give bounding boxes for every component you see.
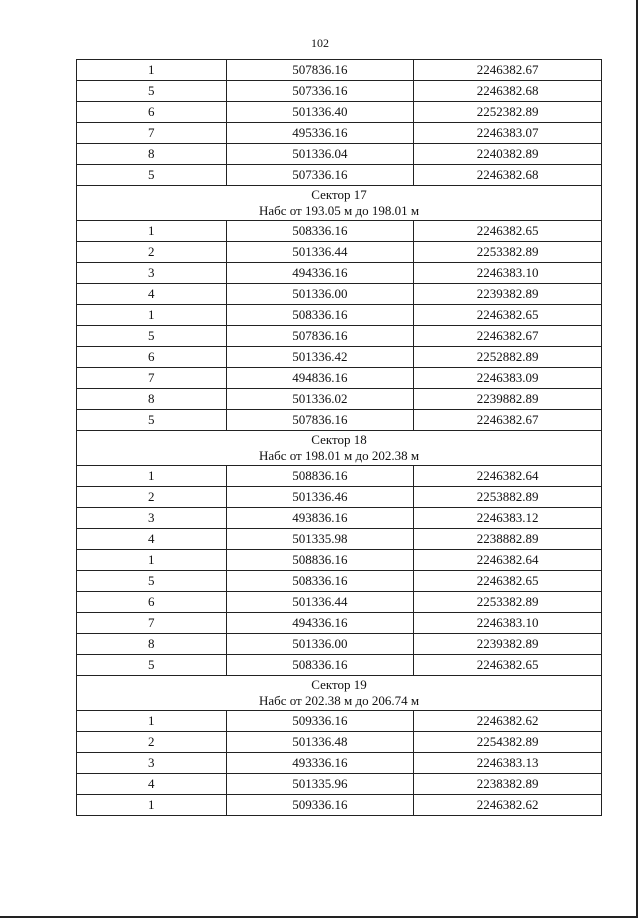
x-coordinate: 501335.98 [226,529,414,550]
y-coordinate: 2246383.10 [414,263,602,284]
point-number: 8 [77,634,227,655]
table-row [77,508,602,529]
point-number: 5 [77,326,227,347]
point-number: 7 [77,123,227,144]
x-coordinate: 493336.16 [226,753,414,774]
sector-header [77,431,602,466]
point-number: 4 [77,774,227,795]
y-coordinate: 2246382.68 [414,81,602,102]
x-coordinate: 501336.40 [226,102,414,123]
x-coordinate: 507336.16 [226,165,414,186]
point-number: 5 [77,165,227,186]
table-row [77,487,602,508]
x-coordinate: 508336.16 [226,655,414,676]
point-number: 5 [77,81,227,102]
y-coordinate: 2246382.64 [414,550,602,571]
point-number: 7 [77,613,227,634]
table-row [77,592,602,613]
table-row [77,165,602,186]
x-coordinate: 501335.96 [226,774,414,795]
y-coordinate: 2246382.65 [414,571,602,592]
x-coordinate: 507836.16 [226,410,414,431]
y-coordinate: 2253382.89 [414,592,602,613]
y-coordinate: 2239382.89 [414,634,602,655]
y-coordinate: 2252882.89 [414,347,602,368]
y-coordinate: 2238882.89 [414,529,602,550]
sector-header-row [77,186,602,221]
point-number: 1 [77,305,227,326]
y-coordinate: 2246382.65 [414,221,602,242]
coordinates-table-body [77,60,602,816]
point-number: 1 [77,795,227,816]
point-number: 3 [77,753,227,774]
x-coordinate: 508336.16 [226,221,414,242]
table-row [77,571,602,592]
y-coordinate: 2240382.89 [414,144,602,165]
y-coordinate: 2246383.10 [414,613,602,634]
x-coordinate: 501336.02 [226,389,414,410]
point-number: 5 [77,655,227,676]
x-coordinate: 493836.16 [226,508,414,529]
table-row [77,102,602,123]
sector-header [77,186,602,221]
point-number: 6 [77,592,227,613]
y-coordinate: 2246382.67 [414,60,602,81]
table-row [77,242,602,263]
y-coordinate: 2246383.13 [414,753,602,774]
point-number: 3 [77,263,227,284]
x-coordinate: 508336.16 [226,305,414,326]
sector-header-row [77,676,602,711]
sector-title: Сектор 19 [311,677,367,692]
table-row [77,732,602,753]
y-coordinate: 2252382.89 [414,102,602,123]
x-coordinate: 501336.48 [226,732,414,753]
y-coordinate: 2239882.89 [414,389,602,410]
point-number: 6 [77,102,227,123]
x-coordinate: 508836.16 [226,550,414,571]
x-coordinate: 501336.44 [226,592,414,613]
x-coordinate: 501336.42 [226,347,414,368]
table-row [77,410,602,431]
point-number: 7 [77,368,227,389]
table-row [77,305,602,326]
point-number: 5 [77,410,227,431]
y-coordinate: 2238382.89 [414,774,602,795]
x-coordinate: 509336.16 [226,795,414,816]
point-number: 4 [77,284,227,305]
x-coordinate: 509336.16 [226,711,414,732]
sector-title: Сектор 18 [311,432,367,447]
x-coordinate: 507336.16 [226,81,414,102]
x-coordinate: 494336.16 [226,263,414,284]
x-coordinate: 508336.16 [226,571,414,592]
table-row [77,795,602,816]
x-coordinate: 501336.04 [226,144,414,165]
table-row [77,368,602,389]
page-number: 102 [311,36,329,50]
x-coordinate: 494336.16 [226,613,414,634]
x-coordinate: 495336.16 [226,123,414,144]
table-row [77,221,602,242]
table-row [77,123,602,144]
x-coordinate: 501336.46 [226,487,414,508]
table-row [77,389,602,410]
table-row [77,263,602,284]
x-coordinate: 501336.00 [226,284,414,305]
y-coordinate: 2246382.68 [414,165,602,186]
table-row [77,284,602,305]
point-number: 8 [77,144,227,165]
table-row [77,81,602,102]
point-number: 3 [77,508,227,529]
x-coordinate: 507836.16 [226,326,414,347]
table-row [77,550,602,571]
table-row [77,144,602,165]
table-row [77,347,602,368]
y-coordinate: 2246383.12 [414,508,602,529]
point-number: 2 [77,242,227,263]
x-coordinate: 507836.16 [226,60,414,81]
sector-title: Сектор 17 [311,187,367,202]
point-number: 8 [77,389,227,410]
point-number: 1 [77,221,227,242]
point-number: 5 [77,571,227,592]
point-number: 6 [77,347,227,368]
y-coordinate: 2246383.09 [414,368,602,389]
table-row [77,613,602,634]
point-number: 1 [77,466,227,487]
table-row [77,655,602,676]
y-coordinate: 2246382.65 [414,305,602,326]
table-row [77,711,602,732]
y-coordinate: 2253382.89 [414,242,602,263]
table-row [77,326,602,347]
sector-header-row [77,431,602,466]
table-row [77,529,602,550]
point-number: 4 [77,529,227,550]
y-coordinate: 2254382.89 [414,732,602,753]
sector-height-range: Набс от 193.05 м до 198.01 м [258,203,420,218]
point-number: 1 [77,550,227,571]
table-row [77,466,602,487]
sector-header [77,676,602,711]
sector-height-range: Набс от 202.38 м до 206.74 м [258,693,420,708]
point-number: 2 [77,487,227,508]
x-coordinate: 494836.16 [226,368,414,389]
x-coordinate: 501336.00 [226,634,414,655]
point-number: 1 [77,711,227,732]
table-row [77,634,602,655]
table-row [77,774,602,795]
y-coordinate: 2239382.89 [414,284,602,305]
y-coordinate: 2246382.62 [414,711,602,732]
y-coordinate: 2253882.89 [414,487,602,508]
y-coordinate: 2246382.67 [414,410,602,431]
x-coordinate: 501336.44 [226,242,414,263]
y-coordinate: 2246382.65 [414,655,602,676]
y-coordinate: 2246382.62 [414,795,602,816]
table-row [77,753,602,774]
y-coordinate: 2246382.64 [414,466,602,487]
sector-height-range: Набс от 198.01 м до 202.38 м [258,448,420,463]
point-number: 1 [77,60,227,81]
point-number: 2 [77,732,227,753]
y-coordinate: 2246382.67 [414,326,602,347]
y-coordinate: 2246383.07 [414,123,602,144]
table-row [77,60,602,81]
x-coordinate: 508836.16 [226,466,414,487]
coordinates-table [76,59,602,816]
